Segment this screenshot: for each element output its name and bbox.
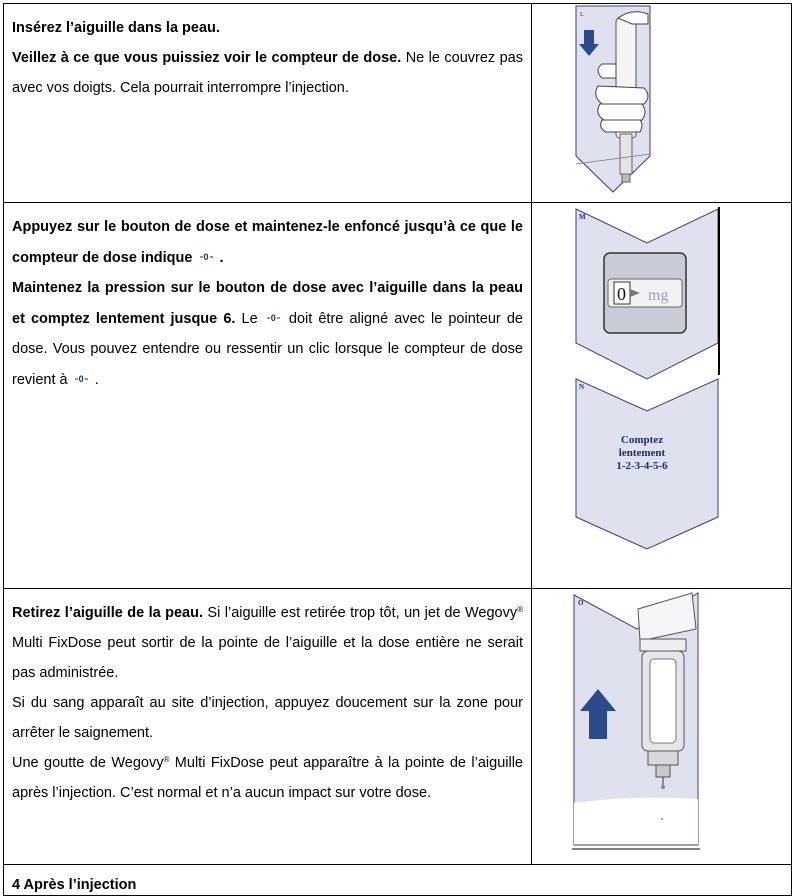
figure-letter: N: [579, 383, 585, 391]
step-text-cell: [4, 4, 532, 203]
figure-letter: O: [578, 599, 584, 607]
figure-m-n-dose-counter: [532, 203, 791, 583]
figure-letter: M: [579, 213, 586, 221]
step-instruction-paragraph: Une goutte de Wegovy® Multi FixDose peut apparaître à la pointe de l’aiguille après l’injection. C’est normal et n’a aucun impact sur votre dose.: [12, 755, 523, 801]
section-heading-row: [4, 865, 792, 896]
dose-display-unit: mg: [648, 287, 669, 304]
figure-o-remove-needle: [532, 589, 791, 859]
step-instruction-paragraph: Appuyez sur le bouton de dose et maintenez-le enfoncé jusqu’à ce que le compteur de dose indique 0 .: [12, 212, 523, 273]
figure-l-insert-needle: [532, 4, 791, 197]
figure-letter: L: [580, 12, 584, 18]
section-heading: 4 Après l’injection: [12, 877, 137, 893]
step-instruction-paragraph: Veillez à ce que vous puissiez voir le compteur de dose. Ne le couvrez pas avec vos doigts. Cela pourrait interrompre l’injection.: [12, 50, 523, 96]
dose-zero-symbol: 0: [264, 303, 283, 333]
step-row-press: [4, 203, 792, 589]
step-text-cell: [4, 203, 532, 589]
dose-zero-symbol: 0: [197, 242, 216, 272]
step-figure-cell: [532, 589, 792, 865]
count-slowly-line3: 1-2-3-4-5-6: [616, 460, 668, 472]
step-instruction-heading: Insérez l’aiguille dans la peau.: [12, 20, 220, 36]
step-instruction-paragraph: Si du sang apparaît au site d’injection, appuyez doucement sur la zone pour arrêter le saignement.: [12, 695, 523, 741]
step-row-insert: [4, 4, 792, 203]
instruction-table: [3, 3, 792, 896]
count-slowly-line2: lentement: [618, 447, 666, 459]
step-figure-cell: [532, 203, 792, 589]
step-text-cell: [4, 589, 532, 865]
step-row-remove: [4, 589, 792, 865]
step-instruction-paragraph: Maintenez la pression sur le bouton de dose avec l’aiguille dans la peau et comptez lentement jusque 6. Le 0 doit être aligné avec le pointeur de dose. Vous pouvez entendre ou ressentir un clic lorsque le compteur de dose revient à 0 .: [12, 273, 523, 395]
section-heading-cell: [4, 865, 792, 896]
dose-zero-symbol: 0: [72, 364, 91, 394]
count-slowly-line1: Comptez: [620, 434, 664, 446]
step-figure-cell: [532, 4, 792, 203]
dose-display-value: 0: [617, 284, 626, 304]
step-instruction-paragraph: Retirez l’aiguille de la peau. Si l’aiguille est retirée trop tôt, un jet de Wegovy® Multi FixDose peut sortir de la pointe de l’aiguille et la dose entière ne serait pas administrée.: [12, 605, 523, 681]
